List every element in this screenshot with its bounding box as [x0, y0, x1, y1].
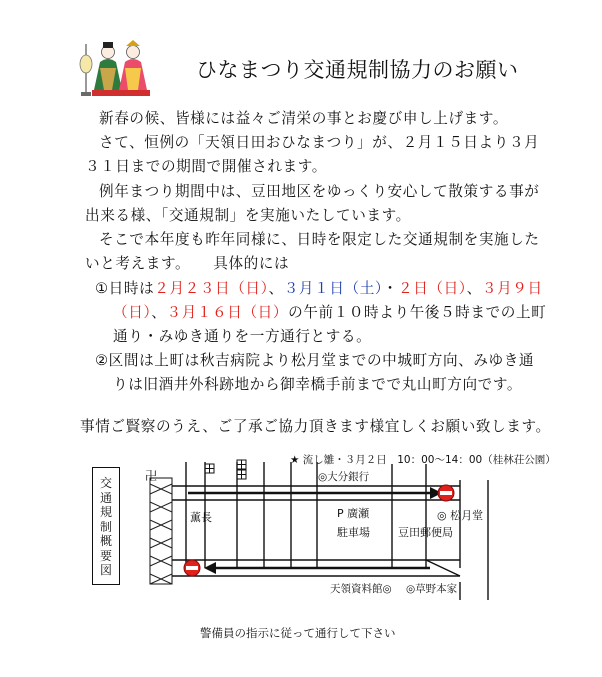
closing-line: 事情ご賢察のうえ、ご了承ご協力頂きます様宜しくお願い致します。: [80, 418, 551, 435]
parade-note: ★ 流し雛・３月２日 10：00～14：00（桂林荘公園）: [290, 454, 556, 466]
page-title: ひなまつり交通規制協力のお願い: [196, 58, 519, 82]
shogetsudo-label: ◎ 松月堂: [437, 509, 484, 522]
no-entry-sign-right: [438, 485, 454, 501]
post-office-label: 豆田郵便局: [398, 526, 453, 539]
item1-prefix: ①日時は: [95, 280, 155, 297]
paragraph-line-1: 新春の候、皆様には益々ご清栄の事とお慶び申し上げます。: [99, 110, 509, 127]
map-title: 交通規制概要図: [99, 476, 112, 577]
item1-line-1: [95, 277, 543, 298]
item1-line-2: [113, 301, 546, 322]
date-feb23: ２月２３日（日）: [154, 280, 269, 297]
hina-dolls-illustration: [76, 38, 156, 100]
temple-symbol: 卍: [145, 469, 158, 483]
tenryo-museum-label: 天領資料館◎: [330, 583, 392, 595]
kaorucho-label: 薫長: [190, 511, 212, 524]
item1-line2-rest: の午前１０時より午後５時までの上町: [288, 304, 547, 321]
date-mar9-day: （日）: [113, 304, 152, 321]
item1-sep-c: 、: [466, 280, 482, 297]
date-mar9: ３月９日: [481, 280, 543, 297]
parking-label-1: P 廣瀬: [337, 507, 370, 520]
oita-bank-label: ◎大分銀行: [318, 471, 370, 483]
item1-line2-sep: 、: [151, 304, 167, 321]
footer-note: 警備員の指示に従って通行して下さい: [200, 626, 396, 640]
paragraph-line-7: いと考えます。 具体的には: [85, 255, 290, 272]
date-mar1: ３月１日（土）: [283, 280, 383, 297]
paragraph-line-4: 例年まつり期間中は、豆田地区をゆっくり安心して散策する事が: [99, 183, 540, 200]
item2-line-2: りは旧酒井外科跡地から御幸橋手前までで丸山町方向です。: [113, 376, 523, 393]
upper-road: [172, 486, 460, 500]
hospital-symbol: [205, 460, 246, 479]
paragraph-line-2: さて、恒例の「天領日田おひなまつり」が、２月１５日より３月: [99, 134, 540, 151]
date-mar2: ２日（日）: [398, 280, 467, 297]
item1-sep-b: ・: [382, 280, 398, 297]
paragraph-line-3: ３１日までの期間で開催されます。: [85, 158, 327, 175]
item2-line-1: ②区間は上町は秋吉病院より松月堂までの中城町方向、みゆき通: [95, 352, 535, 369]
no-entry-sign-left: [184, 560, 200, 576]
item1-line-3: 通り・みゆき通りを一方通行とする。: [113, 328, 372, 345]
kusano-label: ◎草野本家: [406, 583, 458, 595]
paragraph-line-5: 出来る様、「交通規制」を実施いたしています。: [85, 207, 411, 224]
lower-road: [172, 560, 460, 576]
date-mar16: ３月１６日（日）: [166, 304, 289, 321]
item1-sep-a: 、: [268, 280, 284, 297]
map-title-box: [92, 467, 120, 585]
paragraph-line-6: そこで本年度も昨年同様に、日時を限定した交通規制を実施した: [99, 231, 540, 248]
parking-label-2: 駐車場: [337, 526, 370, 539]
bridge-hatch: [150, 478, 172, 584]
